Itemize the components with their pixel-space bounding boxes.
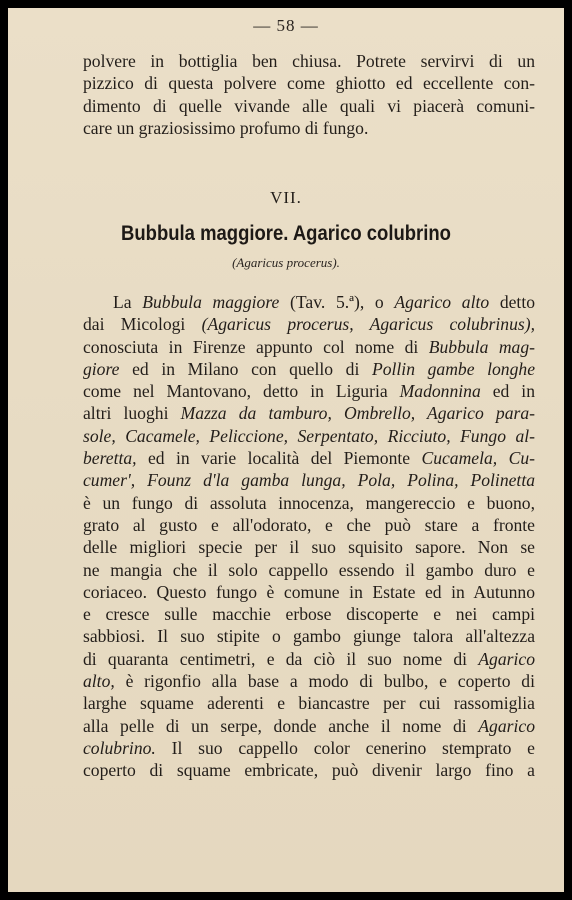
text-line: polvere in bottiglia ben chiusa. Potrete servirvi di un	[83, 51, 535, 71]
page-number: — 58 —	[253, 16, 319, 35]
italic-text: Agarico	[478, 715, 535, 736]
text-line	[83, 603, 535, 625]
text-segment: (Tav. 5.ª), o	[279, 292, 395, 312]
book-page	[8, 8, 564, 892]
text-segment: ed in Milano con quello di	[119, 358, 372, 379]
italic-text: Bubbula maggiore	[142, 292, 280, 312]
text-segment: alla pelle di un serpe, donde anche il nome di	[83, 715, 479, 736]
text-line	[83, 336, 535, 358]
italic-text: (Agaricus procerus, Agaricus colubrinus),	[201, 314, 535, 335]
text-segment: e cresce sulle macchie erbose discoperte e nei campi	[83, 604, 535, 625]
text-line	[83, 514, 535, 536]
text-segment: ne mangia che il solo cappello essendo il gambo duro e	[83, 559, 535, 580]
text-segment: ed in	[480, 381, 535, 402]
text-line	[83, 380, 535, 402]
italic-text: alto,	[83, 671, 115, 692]
text-line	[83, 313, 535, 335]
text-segment: coperto di squame embricate, può divenir largo fino a	[83, 760, 535, 781]
text-segment: La	[113, 292, 143, 312]
text-segment: larghe squame aderenti e biancastre per cui rassomiglia	[83, 693, 535, 714]
text-segment: Il suo cappello color cenerino stemprato e	[155, 737, 535, 758]
italic-text: Agarico alto	[394, 292, 490, 312]
text-segment: dai Micologi	[83, 314, 202, 335]
text-segment: grato al gusto e all'odorato, e che può stare a fronte	[83, 514, 535, 535]
text-line	[83, 492, 535, 514]
text-segment: sabbiosi. Il suo stipite o gambo giunge talora all'altezza	[83, 626, 535, 647]
italic-text: colubrino.	[83, 737, 156, 758]
text-line	[83, 425, 535, 447]
text-segment: detto	[489, 292, 535, 312]
italic-text: cumer', Founz d'la gamba lunga, Pola, Polina, Polinetta	[83, 470, 535, 491]
text-line	[83, 447, 535, 469]
text-segment: delle migliori specie per il suo squisito sapore. Non se	[83, 537, 535, 558]
italic-text: Mazza da tamburo, Ombrello, Agarico para-	[180, 403, 535, 424]
text-line	[83, 581, 535, 603]
italic-text: beretta,	[83, 448, 137, 469]
text-line: pizzico di questa polvere come ghiotto ed eccellente con-	[83, 73, 535, 94]
text-line	[83, 737, 535, 759]
text-line	[83, 715, 535, 737]
text-line	[83, 469, 535, 491]
chapter-subtitle: (Agaricus procerus).	[232, 255, 340, 270]
text-line	[83, 759, 535, 781]
text-line	[83, 648, 535, 670]
text-line	[83, 291, 535, 313]
italic-text: giore	[83, 358, 120, 379]
italic-text: sole, Cacamele, Peliccione, Serpentato, Ricciuto, Fungo al-	[83, 425, 535, 446]
text-line	[83, 625, 535, 647]
intro-paragraph	[83, 50, 535, 139]
text-segment: coriaceo. Questo fungo è comune in Estate ed in Autunno	[83, 581, 535, 602]
chapter-title: Bubbula maggiore. Agarico colubrino	[121, 222, 451, 245]
text-segment: altri luoghi	[83, 403, 181, 424]
text-segment: come nel Mantovano, detto in Liguria	[83, 381, 400, 402]
italic-text: Cucamela, Cu-	[421, 448, 535, 469]
text-segment: ed in varie località del Piemonte	[136, 448, 422, 469]
text-segment: di quaranta centimetri, e da ciò il suo nome di	[83, 648, 479, 669]
text-segment: è un fungo di assoluta innocenza, mangereccio e buono,	[83, 492, 535, 513]
text-line	[83, 402, 535, 424]
italic-text: Pollin gambe longhe	[371, 358, 536, 379]
text-segment: è rigonfio alla base a modo di bulbo, e coperto di	[114, 671, 535, 692]
text-line	[83, 559, 535, 581]
chapter-number: VII.	[270, 188, 302, 207]
body-paragraph	[83, 291, 535, 782]
text-line	[83, 536, 535, 558]
italic-text: Bubbula mag-	[428, 336, 535, 357]
text-line	[83, 692, 535, 714]
italic-text: Madonnina	[399, 381, 481, 402]
italic-text: Agarico	[478, 648, 535, 669]
text-line: care un graziosissimo profumo di fungo.	[83, 117, 369, 138]
text-line	[83, 670, 535, 692]
text-line: dimento di quelle vivande alle quali vi piacerà comuni-	[83, 95, 535, 116]
text-line	[83, 358, 535, 380]
text-segment: conosciuta in Firenze appunto col nome di	[83, 336, 429, 357]
